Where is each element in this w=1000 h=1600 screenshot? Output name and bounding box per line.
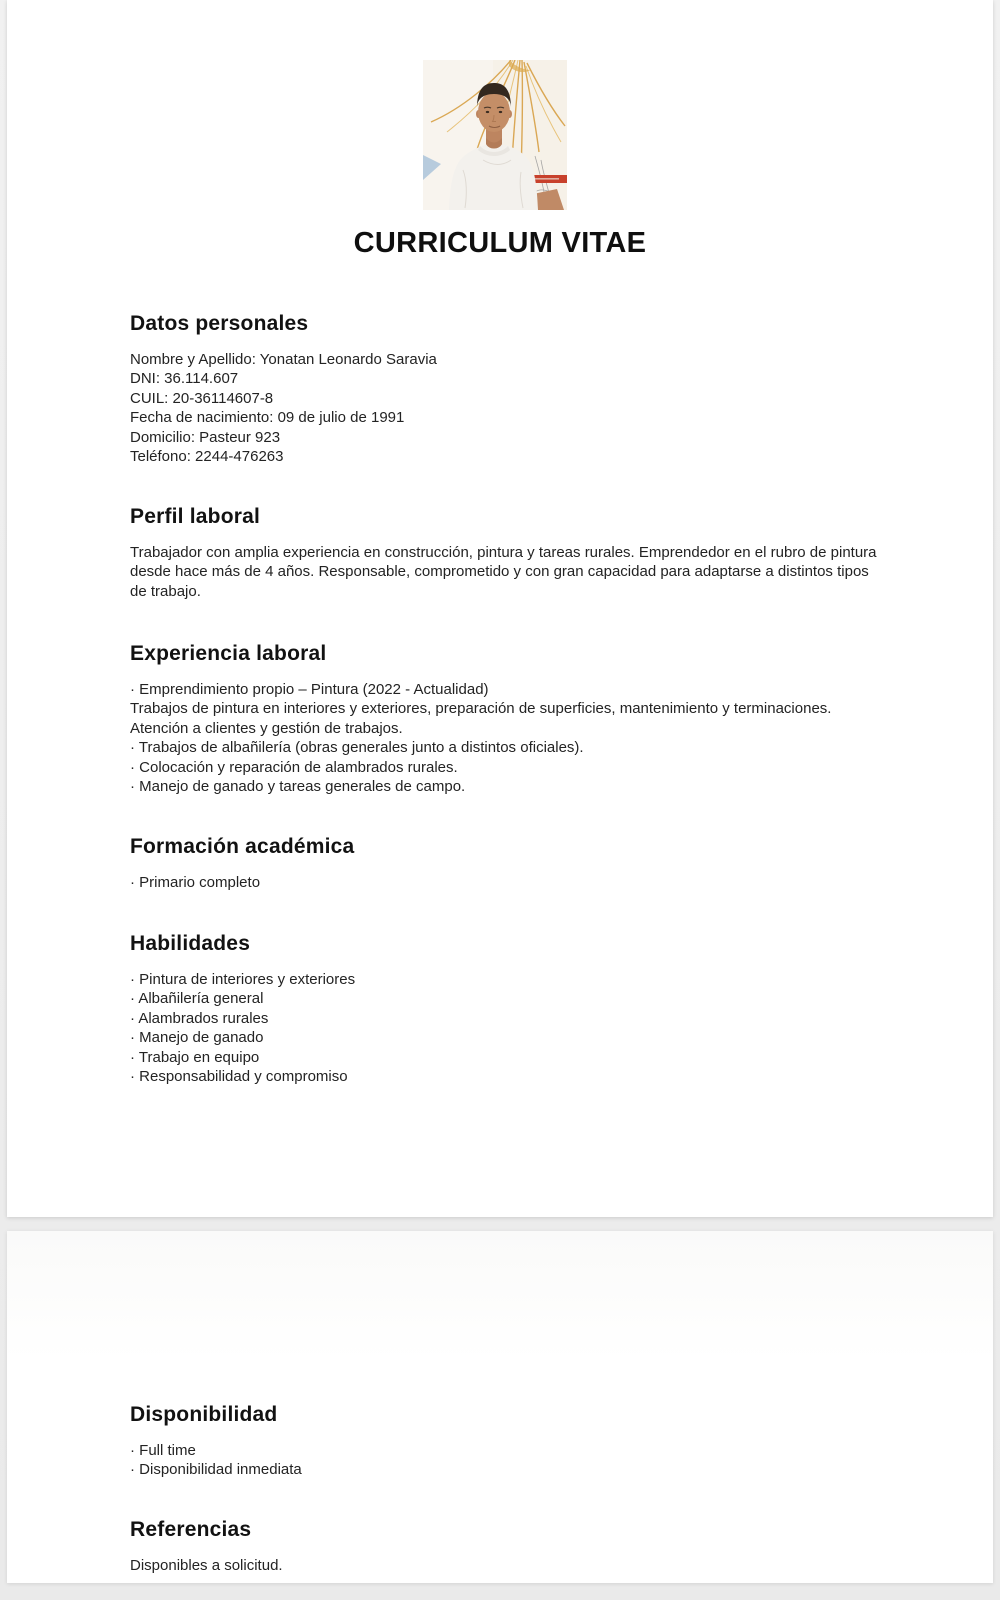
- habilidad-item: · Responsabilidad y compromiso: [130, 1068, 348, 1086]
- experiencia-item-description: Trabajos de pintura en interiores y exteriores, preparación de superficies, mantenimiento y terminaciones. Atención a clientes y gestión de trabajos.: [130, 700, 835, 737]
- section-referencias: [130, 1517, 878, 1575]
- experiencia-item: · Colocación y reparación de alambrados rurales.: [130, 758, 458, 776]
- perfil-laboral-heading: Perfil laboral: [130, 505, 261, 528]
- section-perfil-laboral: [130, 504, 881, 601]
- datos-line: Fecha de nacimiento: 09 de julio de 1991: [130, 409, 405, 427]
- experiencia-item: · Emprendimiento propio – Pintura (2022 - Actualidad): [130, 681, 489, 698]
- cv-title: CURRICULUM VITAE: [353, 227, 647, 259]
- habilidad-item: · Albañilería general: [130, 990, 264, 1008]
- profile-photo: [423, 60, 567, 210]
- section-habilidades: [130, 931, 878, 1086]
- habilidad-item: · Trabajo en equipo: [130, 1048, 260, 1066]
- habilidad-item: · Alambrados rurales: [130, 1009, 269, 1027]
- experiencia-laboral-heading: Experiencia laboral: [130, 642, 327, 665]
- referencias-line: Disponibles a solicitud.: [130, 1557, 283, 1574]
- experiencia-item: · Manejo de ganado y tareas generales de campo.: [130, 778, 466, 796]
- disponibilidad-heading: Disponibilidad: [130, 1403, 278, 1426]
- section-experiencia-laboral: [130, 641, 878, 796]
- disponibilidad-item: · Disponibilidad inmediata: [130, 1461, 302, 1479]
- perfil-laboral-paragraph: Trabajador con amplia experiencia en construcción, pintura y tareas rurales. Emprendedor en el rubro de pintura desde hace más de 4 años. Responsable, comprometido y con gran capacidad para adaptarse a distintos tipos de trabajo.: [130, 544, 881, 600]
- section-disponibilidad: [130, 1402, 878, 1480]
- experiencia-item: · Trabajos de albañilería (obras generales junto a distintos oficiales).: [130, 739, 584, 757]
- habilidad-item: · Manejo de ganado: [130, 1029, 264, 1047]
- datos-line: CUIL: 20-36114607-8: [130, 389, 274, 407]
- datos-personales-heading: Datos personales: [130, 312, 309, 335]
- section-datos-personales: [130, 311, 878, 466]
- formacion-item: · Primario completo: [130, 874, 261, 891]
- formacion-academica-heading: Formación académica: [130, 835, 355, 858]
- datos-line: DNI: 36.114.607: [130, 370, 239, 388]
- document-page-2: [7, 1231, 993, 1583]
- datos-line: Teléfono: 2244-476263: [130, 448, 284, 466]
- habilidad-item: · Pintura de interiores y exteriores: [130, 971, 356, 988]
- section-formacion-academica: [130, 834, 878, 892]
- referencias-heading: Referencias: [130, 1518, 252, 1541]
- disponibilidad-item: · Full time: [130, 1442, 196, 1459]
- datos-line: Domicilio: Pasteur 923: [130, 428, 281, 446]
- profile-photo-illustration: [423, 60, 567, 210]
- habilidades-heading: Habilidades: [130, 932, 251, 955]
- datos-line: Nombre y Apellido: Yonatan Leonardo Saravia: [130, 351, 437, 368]
- document-page-1: [7, 0, 993, 1217]
